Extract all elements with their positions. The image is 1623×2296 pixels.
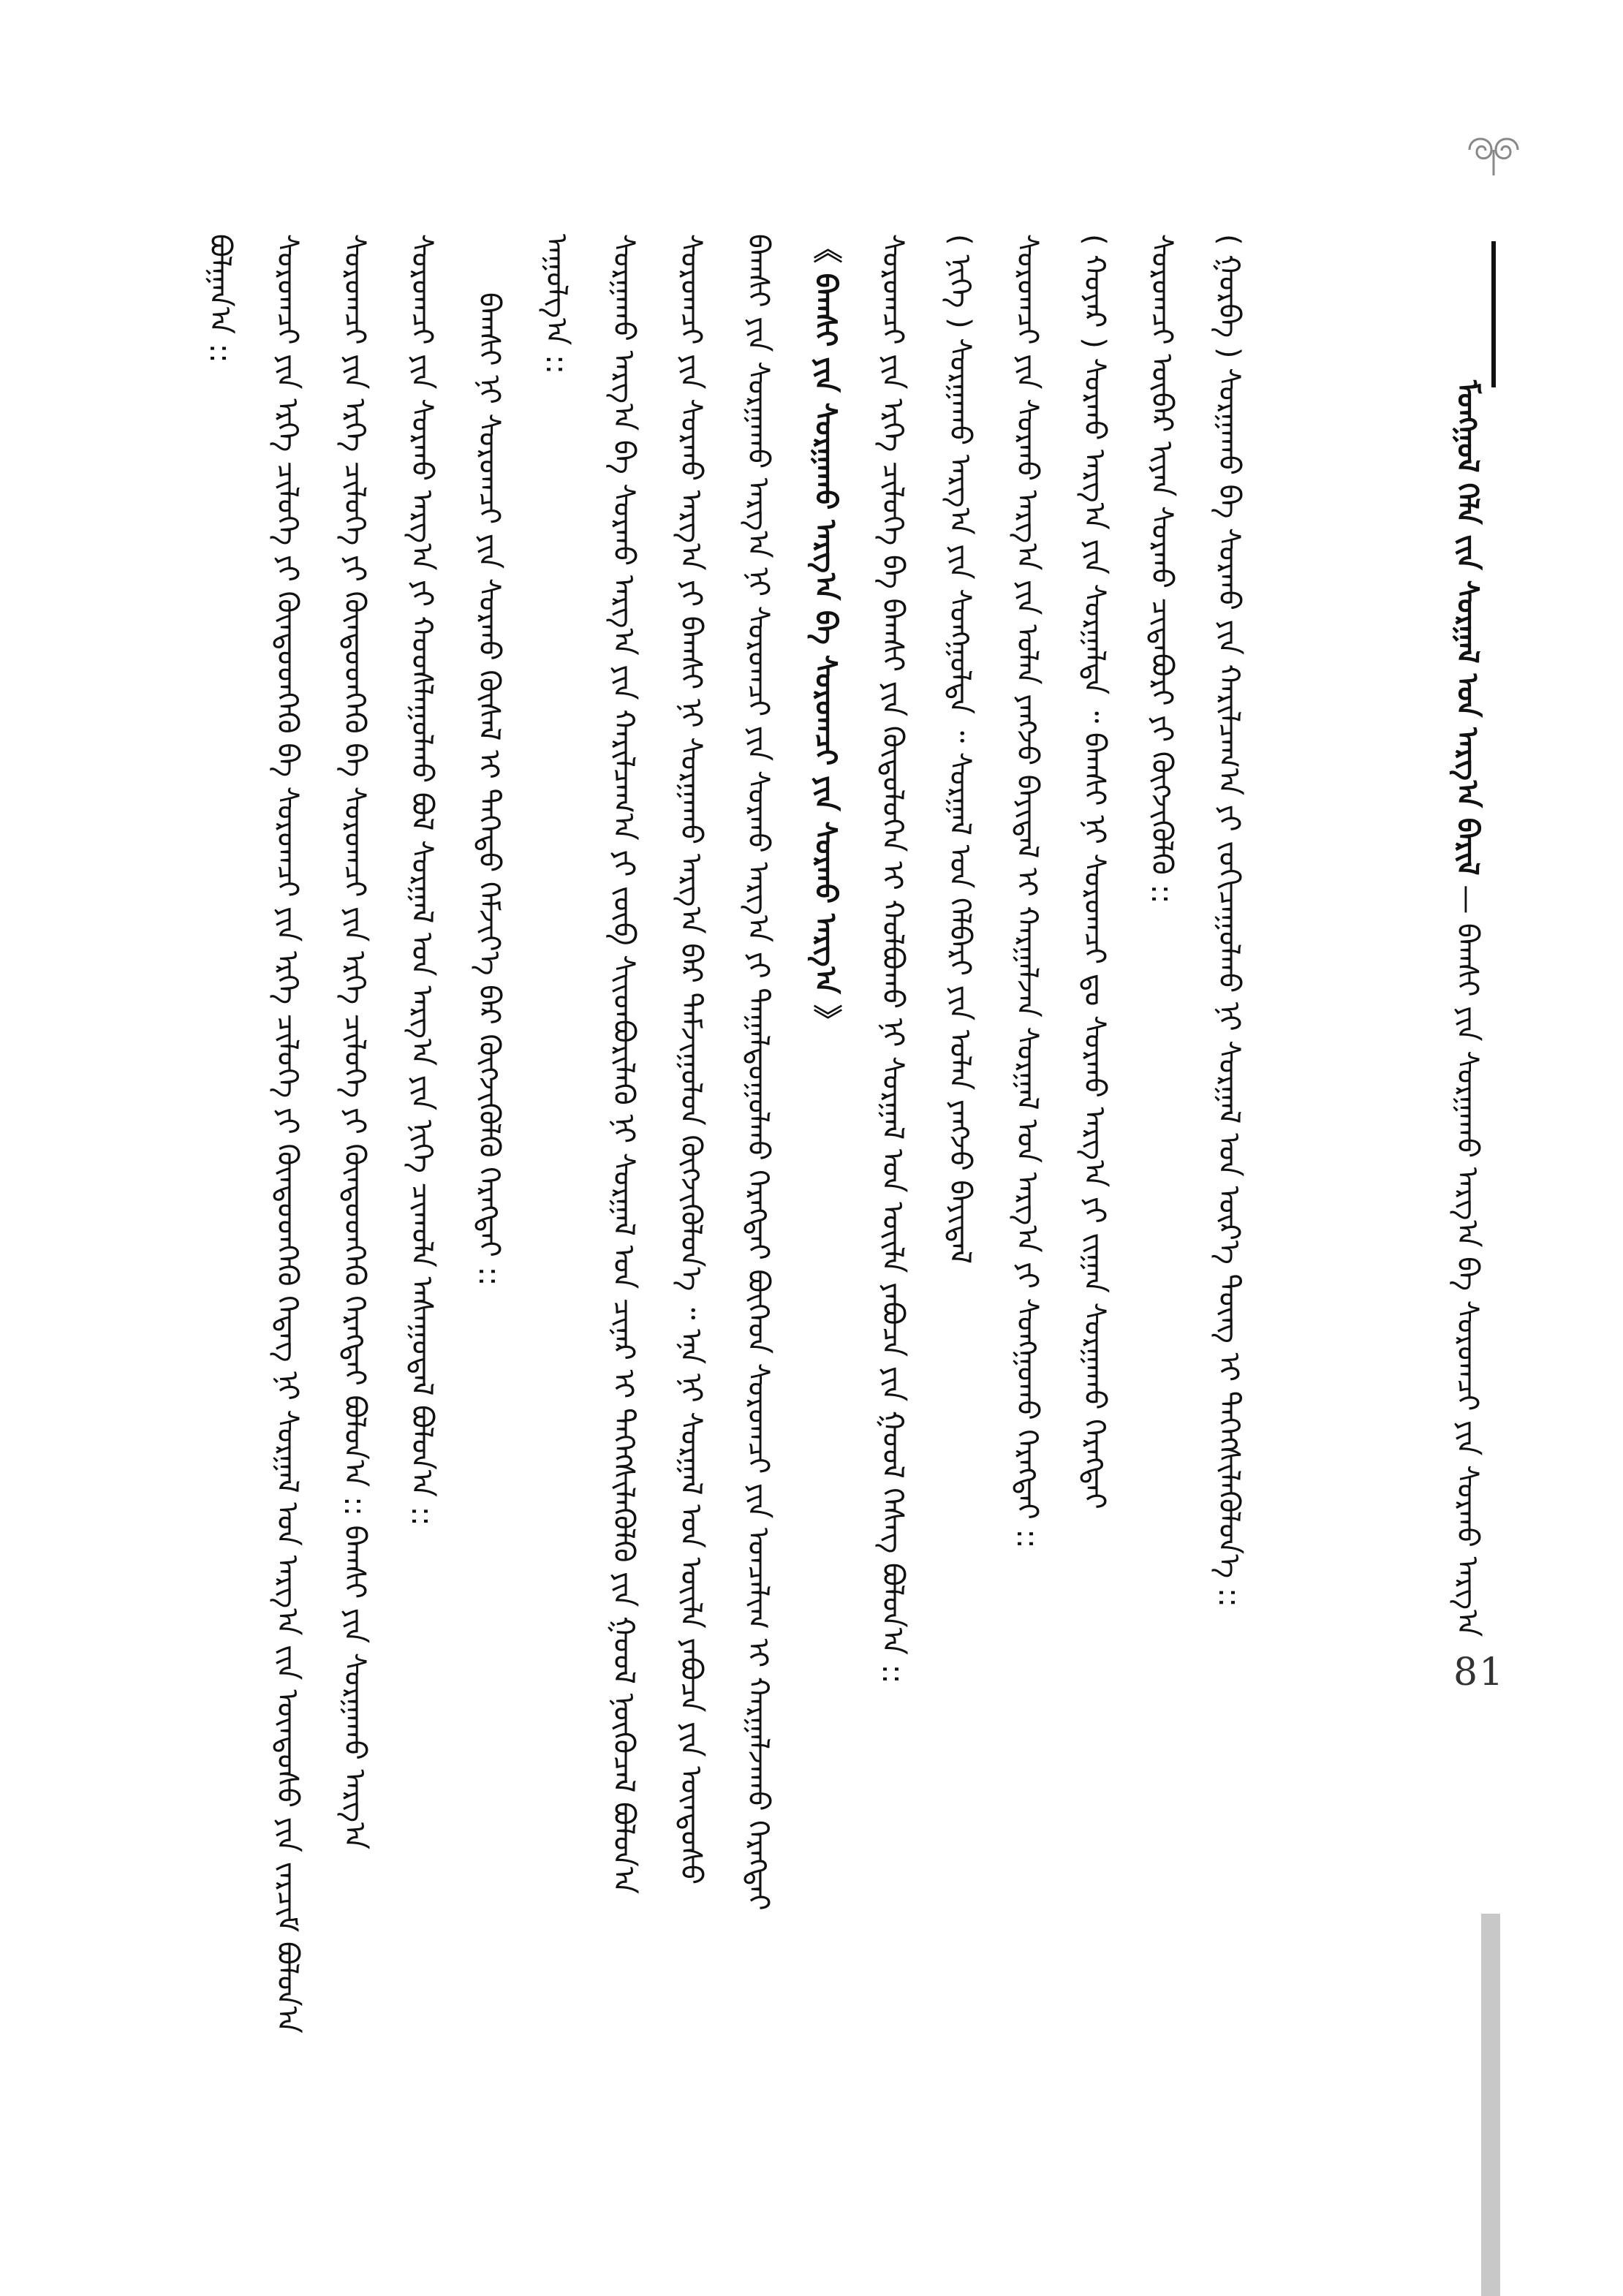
- text-line: ᠰᠤᠷᠤᠭᠴᠢ ᠶᠢᠨ ᠡᠷᠬᠡ ᠴᠢᠯᠦᠭᠡ ᠪᠠ ᠪᠠᠭᠰᠢ ᠶᠢᠨ ᠬᠦᠳᠦᠯᠦᠭᠡᠨ ᠢ ᠬᠣᠯᠪᠣᠬᠤ ᠨᠢ ᠰᠤᠷᠭᠠᠯ ᠤᠨ ᠦᠢᠯᠡ ᠶᠠᠪᠤᠴᠠ ᠶᠢᠨ ᠭᠣᠣᠯ ᠬᠡᠰᠡᠭ ᠪᠣᠯᠤᠨ᠎ᠠ ::: [876, 234, 909, 1684]
- text-line: ᠰᠤᠷᠤᠭᠴᠢ ᠶᠢᠨ ᠰᠤᠷᠬᠤ ᠠᠷᠭ᠎ᠠ ᠶᠢ ᠪᠠᠭᠰᠢ ᠨᠢ ᠰᠤᠷᠭᠠᠬᠤ ᠠᠷᠭ᠎ᠠ ᠪᠠᠷ ᠳᠠᠮᠵᠢᠭᠤᠯᠤᠨ ᠬᠥᠭᠵᠢᠭᠦᠯᠦᠨ᠎ᠡ ᠃ ᠡᠨᠡ ᠨᠢ ᠰᠤᠷᠭᠠᠯ ᠤᠨ ᠦᠢᠯᠡ ᠶᠠᠪᠤᠴᠠ ᠶᠢᠨ ᠦᠨᠳᠦᠰᠦ: [674, 234, 708, 1885]
- text-line: ᠰᠤᠷᠤᠭᠴᠢ ᠶᠢᠨ ᠰᠤᠷᠬᠤ ᠠᠷᠭ᠎ᠠ ᠶᠢᠨ ᠣᠯᠠᠨ ᠶᠠᠩᠵᠤ ᠪᠠᠶᠢᠳᠠᠯ ᠢ ᠬᠠᠷᠭᠠᠯᠵᠠᠨ ᠰᠤᠷᠭᠠᠯ ᠤᠨ ᠠᠷᠭ᠎ᠠ ᠶᠢ ᠰᠣᠩᠭᠤᠬᠤ ᠬᠡᠷᠡᠭᠲᠡᠢ ::: [1010, 234, 1044, 1549]
- text-line: ᠪᠠᠭᠰᠢ ᠶᠢᠨ ᠰᠤᠷᠭᠠᠬᠤ ᠠᠷᠭ᠎ᠠ ᠨᠢ ᠰᠤᠷᠤᠭᠴᠢ ᠶᠢᠨ ᠰᠤᠷᠬᠤ ᠠᠷᠭ᠎ᠠ ᠶᠢ ᠳᠠᠭᠠᠯᠳᠤᠭᠤᠯᠬᠤ ᠬᠡᠷᠡᠭᠲᠡᠢ ᠪᠥᠭᠡᠳ ᠰᠤᠷᠤᠭᠴᠢ ᠶᠢᠨ ᠣᠨᠴᠠᠯᠢᠭ ᠢ ᠬᠠᠷᠭᠠᠯᠵᠠᠬᠤ ᠬᠡᠷᠡᠭᠲᠡᠢ: [741, 234, 775, 1911]
- quoted-title: 《 ᠪᠠᠭᠰᠢ ᠶᠢᠨ ᠰᠤᠷᠭᠠᠬᠤ ᠠᠷᠭ᠎ᠠ ᠪᠠ ᠰᠤᠷᠤᠭᠴᠢ ᠶᠢᠨ ᠰᠤᠷᠬᠤ ᠠᠷᠭ᠎ᠠ 》: [809, 234, 842, 1034]
- running-title: ᠮᠣᠩᠭᠣᠯ ᠬᠡᠯᠡ ᠵᠢᠨ ᠰᠤᠷᠭᠠᠯ ᠤᠨ ᠠᠷᠭ᠎ᠠ ᠪᠠᠷᠢᠯ: [1450, 380, 1484, 876]
- page-edge-bar: [1481, 1914, 1500, 2296]
- text-line: ᠰᠤᠷᠭᠠᠬᠤ ᠠᠷᠭ᠎ᠠ ᠪᠠ ᠰᠤᠷᠬᠤ ᠠᠷᠭ᠎ᠠ ᠶᠢᠨ ᠬᠠᠷᠢᠯᠴᠠᠭ᠎ᠠ ᠶᠢ ᠵᠥᠪ ᠰᠢᠢᠳᠪᠦᠷᠢᠯᠡᠬᠦ ᠨᠢ ᠰᠤᠷᠭᠠᠯ ᠤᠨ ᠴᠢᠨᠠᠷ ᠢ ᠳᠡᠭᠡᠭᠰᠢᠯᠡᠭᠦᠯᠬᠦ ᠶᠢᠨ ᠭᠣᠣᠯ ᠨᠥᠬᠦᠴᠡᠯ ᠪᠣᠯᠤᠨ᠎ᠠ: [607, 234, 640, 1894]
- text-line: ( ᠬᠣᠶᠠᠷ ) ᠰᠤᠷᠬᠤ ᠠᠷᠭ᠎ᠠ ᠶᠢᠨ ᠰᠤᠷᠭᠠᠯᠲᠠ ᠃ ᠪᠠᠭᠰᠢ ᠨᠢ ᠰᠤᠷᠤᠭᠴᠢ ᠳᠤ ᠰᠤᠷᠬᠤ ᠠᠷᠭ᠎ᠠ ᠶᠢ ᠵᠢᠭᠠᠨ ᠰᠤᠷᠭᠠᠬᠤ ᠬᠡᠷᠡᠭᠲᠡᠢ: [1078, 234, 1111, 1509]
- text-line: ᠪᠠᠭᠰᠢ ᠨᠢ ᠰᠤᠷᠤᠭᠴᠢ ᠶᠢᠨ ᠰᠤᠷᠬᠤ ᠬᠦᠰᠡᠯ ᠢ ᠳᠡᠭᠡᠳᠦ ᠬᠡᠮᠵᠢᠶ᠎ᠡ ᠪᠡᠷ ᠬᠥᠭᠵᠢᠭᠦᠯᠬᠦ ᠬᠡᠷᠡᠭᠲᠡᠢ ::: [472, 292, 506, 1287]
- text-line: ᠰᠤᠷᠤᠭᠴᠢ ᠥᠪᠡᠷ ᠢᠶᠡᠨ ᠰᠤᠷᠬᠤ ᠴᠢᠳᠠᠪᠤᠷᠢ ᠶᠢ ᠬᠥᠭᠵᠢᠭᠦᠯᠬᠦ ::: [1145, 234, 1179, 904]
- running-subtitle: — ᠪᠠᠭᠰᠢ ᠶᠢᠨ ᠰᠤᠷᠭᠠᠬᠤ ᠠᠷᠭ᠎ᠠ ᠪᠠ ᠰᠤᠷᠤᠭᠴᠢ ᠶᠢᠨ ᠰᠤᠷᠬᠤ ᠠᠷᠭ᠎ᠠ: [1450, 884, 1484, 1637]
- running-header: [1450, 380, 1532, 1637]
- text-line: ᠰᠤᠷᠤᠭᠴᠢ ᠶᠢᠨ ᠰᠤᠷᠬᠤ ᠠᠷᠭ᠎ᠠ ᠶᠢ ᠬᠣᠤᠰᠯᠠᠭᠤᠯᠬᠤ ᠪᠣᠯ ᠰᠤᠷᠭᠠᠯ ᠤᠨ ᠠᠷᠭ᠎ᠠ ᠶᠢᠨ ᠨᠢᠭᠡ ᠴᠢᠬᠤᠯᠠ ᠠᠰᠠᠭᠤᠳᠠᠯ ᠪᠣᠯᠤᠨ᠎ᠠ ::: [405, 234, 439, 1526]
- text-line: ( ᠨᠢᠭᠡ ) ᠰᠤᠷᠭᠠᠬᠤ ᠠᠷᠭ᠎ᠠ ᠶᠢᠨ ᠰᠣᠩᠭᠤᠯᠲᠠ ᠃ ᠰᠤᠷᠭᠠᠯ ᠤᠨ ᠬᠡᠯᠪᠡᠷᠢ ᠶᠢᠨ ᠣᠯᠠᠨ ᠶᠠᠩᠵᠤ ᠪᠠᠶᠢᠳᠠᠯ: [943, 234, 977, 1265]
- text-line: ᠠᠭᠤᠯᠭ᠎ᠠ ::: [540, 234, 573, 374]
- text-line: ( ᠭᠤᠷᠪᠠ ) ᠰᠤᠷᠭᠠᠬᠤ ᠪᠠ ᠰᠤᠷᠬᠤ ᠶᠢᠨ ᠬᠠᠷᠢᠯᠴᠠᠭ᠎ᠠ ᠶᠢ ᠵᠣᠬᠢᠴᠠᠭᠤᠯᠬᠤ ᠨᠢ ᠰᠤᠷᠭᠠᠯ ᠤᠨ ᠦᠷ᠎ᠡ ᠳᠦᠩ ᠢ ᠳᠡᠭᠡᠭᠰᠢᠯᠡᠭᠦᠯᠦᠨ᠎ᠡ ::: [1212, 234, 1246, 1607]
- text-line: ᠰᠤᠷᠤᠭᠴᠢ ᠶᠢᠨ ᠡᠷᠬᠡ ᠴᠢᠯᠦᠭᠡ ᠶᠢ ᠬᠦᠨᠳᠦᠳᠬᠡᠬᠦ ᠪᠠ ᠰᠤᠷᠤᠭᠴᠢ ᠶᠢᠨ ᠡᠷᠬᠡ ᠴᠢᠯᠦᠭᠡ ᠶᠢ ᠬᠦᠨᠳᠦᠳᠬᠡᠬᠦ ᠬᠡᠷᠡᠭᠲᠡᠢ ᠪᠣᠯᠤᠨ᠎ᠠ :: ᠪᠠᠭᠰᠢ ᠶᠢᠨ ᠰᠤᠷᠭᠠᠬᠤ ᠠᠷᠭ᠎ᠠ: [338, 234, 371, 1850]
- header-rule: [1491, 241, 1496, 387]
- body-text: [186, 234, 1261, 2193]
- text-line: ᠰᠤᠷᠤᠭᠴᠢ ᠶᠢᠨ ᠡᠷᠬᠡ ᠴᠢᠯᠦᠭᠡ ᠶᠢ ᠬᠦᠨᠳᠦᠳᠬᠡᠬᠦ ᠪᠠ ᠰᠤᠷᠤᠭᠴᠢ ᠶᠢᠨ ᠡᠷᠬᠡ ᠴᠢᠯᠦᠭᠡ ᠶᠢ ᠬᠦᠨᠳᠦᠳᠬᠡᠬᠦ ᠭᠡᠳᠡᠭ ᠨᠢ ᠰᠤᠷᠭᠠᠯ ᠤᠨ ᠠᠷᠭ᠎ᠠ ᠵᠢᠨ ᠦᠨᠳᠦᠰᠦ ᠶᠢᠨ ᠵᠠᠷᠴᠢᠮ ᠪᠣᠯᠤᠨ᠎ᠠ: [270, 234, 304, 2034]
- ornament-icon: [1462, 124, 1525, 175]
- page-number: 81: [1453, 1651, 1505, 1694]
- text-line: ᠪᠣᠯᠭᠠᠨ᠎ᠠ ::: [203, 234, 237, 363]
